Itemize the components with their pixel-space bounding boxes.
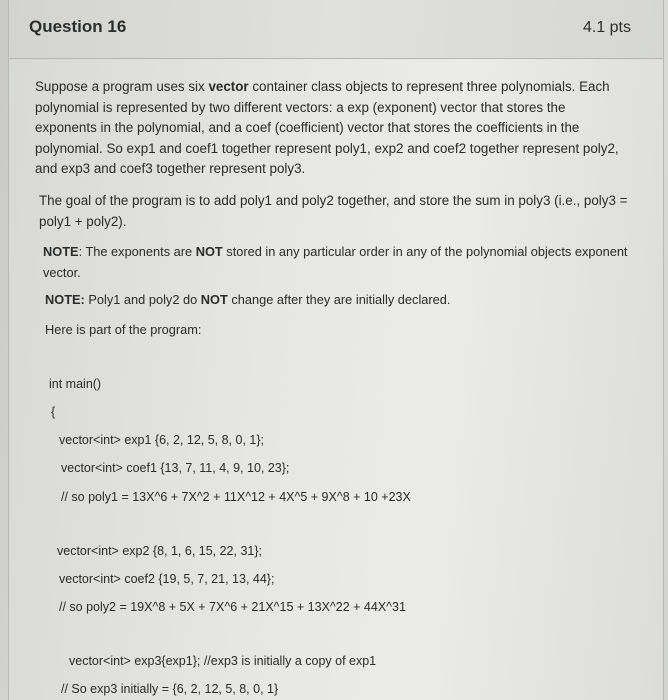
program-intro: Here is part of the program:	[45, 322, 202, 337]
code-line-poly1: // so poly1 = 13X^6 + 7X^2 + 11X^12 + 4X^5 + 9X^8 + 10 +23X	[61, 490, 411, 504]
code-line-exp2: vector<int> exp2 {8, 1, 6, 15, 22, 31};	[57, 544, 263, 558]
code-line-brace: {	[51, 405, 56, 419]
question-header	[9, 0, 663, 59]
code-exp3-text: vector<int> exp3{exp1}; //exp3 is initially a copy of exp1	[69, 654, 377, 668]
intro-text-a: Suppose a program uses six	[35, 79, 209, 94]
note2-text-bold: NOT	[200, 292, 228, 307]
note2-text-c: change after they are initially declared.	[227, 292, 451, 307]
code-line-exp3	[69, 654, 376, 668]
code-line-coef2: vector<int> coef2 {19, 5, 7, 21, 13, 44};	[59, 572, 275, 586]
question-paragraph-intro	[35, 77, 627, 180]
note1-text-c: stored in any particular order in any of the polynomial objects exponent vector.	[43, 244, 628, 280]
note-poly-unchanged	[45, 290, 637, 311]
intro-text-c: container class objects to represent three polynomials. Each polynomial is represented by two different vectors: a exp (exponent) vector that stores the exponents in the polynomial, and a coef (coefficient) vector that stores the coefficients in the polynomial. So exp1 and coef1 together represent poly1, exp2 and coef2 together represent poly2, and exp3 and coef3 together represent poly3.	[35, 79, 619, 176]
code-line-exp3-initial: // So exp3 initially = {6, 2, 12, 5, 8, 0, 1}	[61, 682, 279, 696]
question-points: 4.1 pts	[582, 19, 631, 36]
note1-label: NOTE	[43, 244, 79, 259]
code-line-coef1: vector<int> coef1 {13, 7, 11, 4, 9, 10, 23};	[61, 461, 290, 475]
question-paragraph-goal: The goal of the program is to add poly1 and poly2 together, and store the sum in poly3 (i.e., poly3 = poly1 + poly2).	[39, 193, 628, 229]
code-line-main: int main()	[49, 377, 102, 391]
question-title: Question 16	[29, 17, 127, 36]
note1-text-a: : The exponents are	[78, 244, 196, 259]
note1-text-bold: NOT	[195, 244, 223, 259]
intro-text-bold: vector	[208, 79, 249, 94]
note2-label: NOTE:	[45, 292, 85, 307]
note2-text-a: Poly1 and poly2 do	[84, 292, 201, 307]
question-card	[8, 0, 664, 700]
code-line-poly2: // so poly2 = 19X^8 + 5X + 7X^6 + 21X^15 + 13X^22 + 44X^31	[59, 600, 406, 614]
code-line-exp1: vector<int> exp1 {6, 2, 12, 5, 8, 0, 1};	[59, 433, 265, 447]
note-exponent-order	[43, 242, 635, 283]
